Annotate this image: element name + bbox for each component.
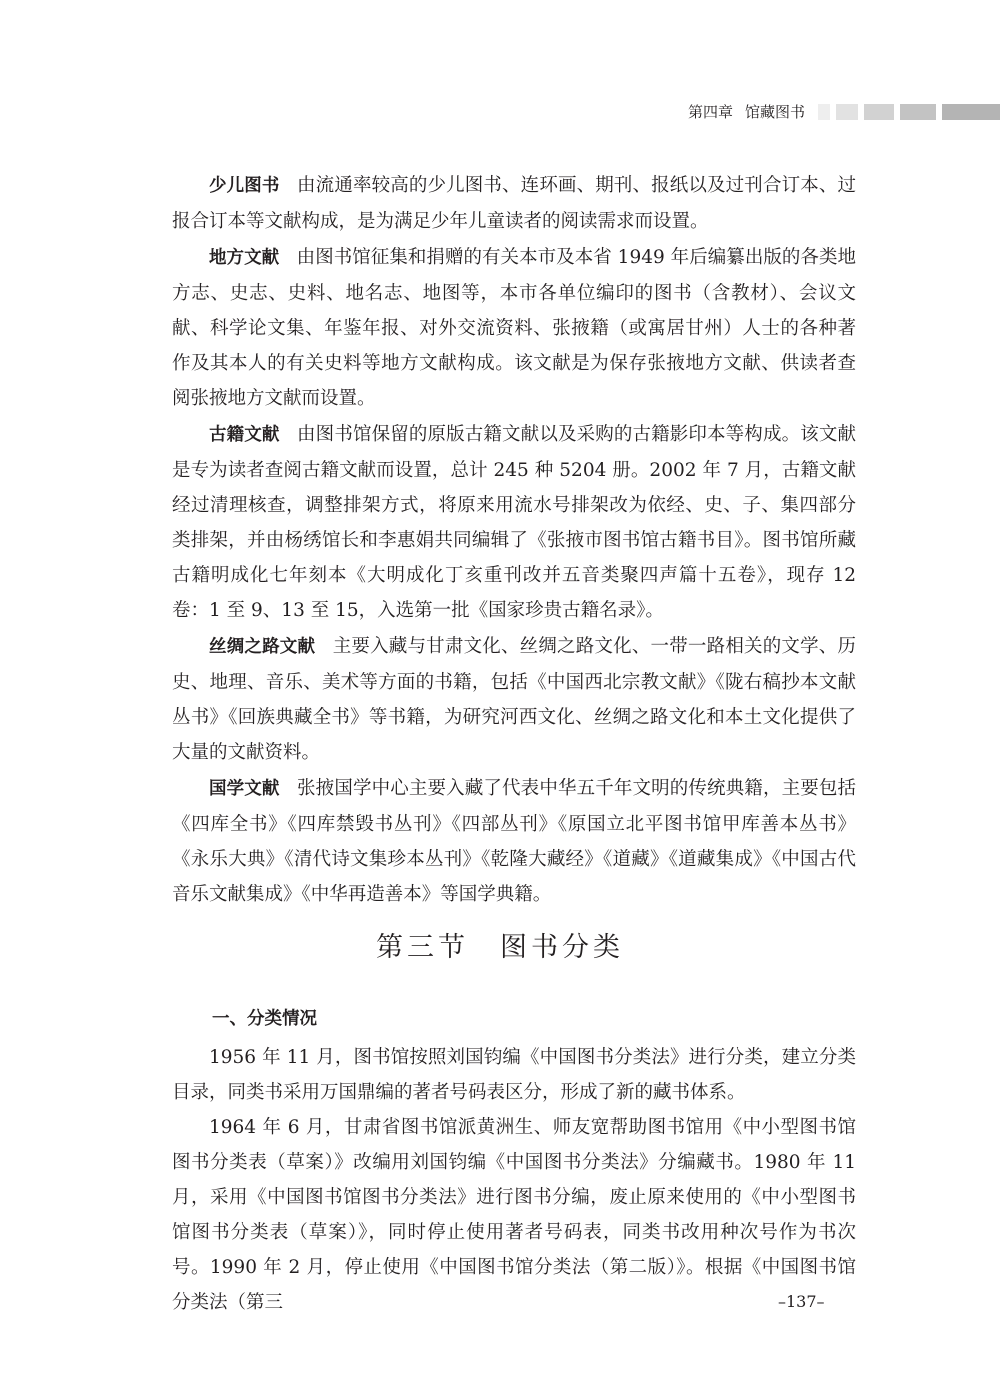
term: 地方文献 [209,248,280,268]
term: 丝绸之路文献 [209,637,316,657]
header-block [900,104,936,120]
term: 古籍文献 [209,425,280,445]
paragraph: 1964 年 6 月，甘肃省图书馆派黄洲生、师友宽帮助图书馆用《中小型图书馆图书分类表（草案）》改编用刘国钧编《中国图书分类法》分编藏书。1980 年 11 月，采用《中国图书馆图书分类法》进行图书分编，废止原来使用的《中小型图书馆图书分类表（草案）》，同时停止使用著者号码表，同类书改用种次号作为书次号。1990 年 2 月，停止使用《中国图书馆分类法（第二版）》。根据《中国图书馆分类法（第三 [172,1117,856,1313]
chapter-title: 馆藏图书 [745,103,806,121]
paragraph: 1956 年 11 月，图书馆按照刘国钧编《中国图书分类法》进行分类，建立分类目录，同类书采用万国鼎编的著者号码表区分，形成了新的藏书体系。 [172,1047,856,1103]
paragraph-children-books [172,168,856,239]
term: 国学文献 [209,779,280,799]
paragraph-ancient-books [172,417,856,628]
header-block [818,104,830,120]
paragraph-text: 由图书馆保留的原版古籍文献以及采购的古籍影印本等构成。该文献是专为读者查阅古籍文献而设置，总计 245 种 5204 册。2002 年 7 月，古籍文献经过清理核查，调整排架方式，将原来用流水号排架改为依经、史、子、集四部分类排架，并由杨绣馆长和李惠娟共同编辑了《张掖市图书馆古籍书目》。图书馆所藏古籍明成化七年刻本《大明成化丁亥重刊改并五音类聚四声篇十五卷》，现存 12 卷：1 至 9、13 至 15，入选第一批《国家珍贵古籍名录》。 [172,424,856,621]
collection-descriptions [172,168,856,912]
subsection-heading: 一、分类情况 [212,1009,317,1029]
paragraph-text: 主要入藏与甘肃文化、丝绸之路文化、一带一路相关的文学、历史、地理、音乐、美术等方面的书籍，包括《中国西北宗教文献》《陇右稿抄本文献丛书》《回族典藏全书》等书籍，为研究河西文化、丝绸之路文化和本土文化提供了大量的文献资料。 [172,636,856,763]
classification-text [172,1040,856,1320]
paragraph-silk-road [172,629,856,770]
header-block [864,104,894,120]
header-block [836,104,858,120]
term: 少儿图书 [209,176,280,196]
header-block [942,104,1000,120]
running-head [688,100,805,124]
chapter-number: 第四章 [688,103,734,121]
paragraph-text: 由流通率较高的少儿图书、连环画、期刊、报纸以及过刊合订本、过报合订本等文献构成，是为满足少年儿童读者的阅读需求而设置。 [172,175,856,232]
paragraph-text: 张掖国学中心主要入藏了代表中华五千年文明的传统典籍，主要包括《四库全书》《四库禁毁书丛刊》《四部丛刊》《原国立北平图书馆甲库善本丛书》《永乐大典》《清代诗文集珍本丛刊》《乾隆大藏经》《道藏》《道藏集成》《中国古代音乐文献集成》《中华再造善本》等国学典籍。 [172,778,856,905]
paragraph-sinology [172,771,856,912]
section-title: 第三节 图书分类 [376,932,624,963]
paragraph-local-documents [172,240,856,416]
page-number: –137– [778,1292,825,1311]
paragraph-text: 由图书馆征集和捐赠的有关本市及本省 1949 年后编纂出版的各类地方志、史志、史料、地名志、地图等，本市各单位编印的图书（含教材）、会议文献、科学论文集、年鉴年报、对外交流资料、张掖籍（或寓居甘州）人士的各种著作及其本人的有关史料等地方文献构成。该文献是为保存张掖地方文献、供读者查阅张掖地方文献而设置。 [172,247,856,409]
